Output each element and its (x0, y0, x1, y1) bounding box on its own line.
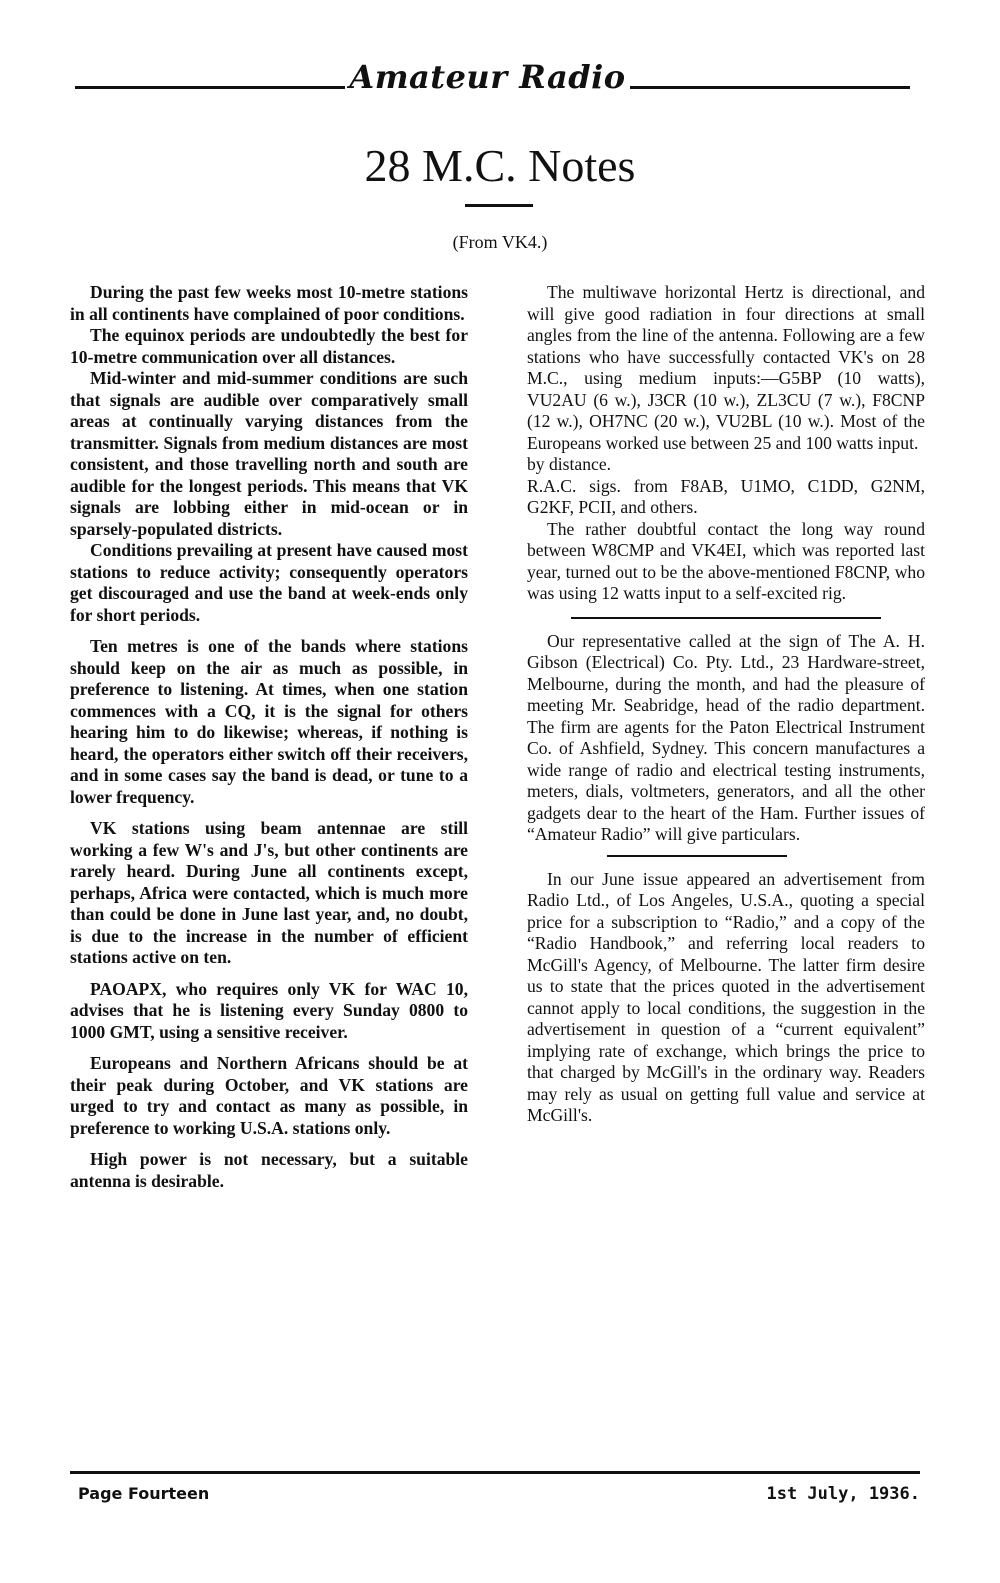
paragraph: In our June issue appeared an advertisement from Radio Ltd., of Los Angeles, U.S.A., quoting a special price for a subscription to “Radio,” and a copy of the “Radio Handbook,” and referring local readers to McGill's Agency, of Melbourne. The latter firm desire us to state that the prices quoted in the advertisement cannot apply to local conditions, the suggestion in the advertisement in question of a “current equivalent” implying rate of exchange, which brings the price to that charged by McGill's in the ordinary way. Readers may rely as usual on getting full value and service at McGill's. (527, 868, 925, 1125)
paragraph: Mid-winter and mid-summer conditions are such that signals are audible over comparatively small areas at continually varying distances from the transmitter. Signals from medium distances are most consistent, and those travelling north and south are audible for the longest periods. This means that VK signals are lobbing either in mid-ocean or in sparsely-populated districts. (70, 368, 468, 539)
paragraph: The rather doubtful contact the long way round between W8CMP and VK4EI, which was reported last year, turned out to be the above-mentioned F8CNP, who was using 12 watts input to a self-excited rig. (527, 518, 925, 603)
page-number: Page Fourteen (78, 1484, 210, 1503)
footer-rule (70, 1471, 920, 1474)
paragraph: Ten metres is one of the bands where stations should keep on the air as much as possible, in preference to listening. At times, when one station commences with a CQ, it is the signal for others hearing him to do likewise; whereas, if nothing is heard, the operators either switch off their receivers, and in some cases say the band is dead, or tune to a lower frequency. (70, 636, 468, 807)
masthead-rule-left (75, 86, 345, 89)
paragraph: The equinox periods are undoubtedly the best for 10-metre communication over all distances. (70, 325, 468, 367)
paragraph: The multiwave horizontal Hertz is directional, and will give good radiation in four directions at small angles from the line of the antenna. Following are a few stations who have successfully contacted VK's on 28 M.C., using medium inputs:—G5BP (10 watts), VU2AU (6 w.), J3CR (10 w.), ZL3CU (7 w.), F8CNP (12 w.), OH7NC (20 w.), VU2BL (10 w.). Most of the Europeans worked use between 25 and 100 watts input. (527, 282, 925, 453)
right-column (527, 282, 925, 1127)
masthead-title: Amateur Radio (349, 58, 626, 96)
left-column (70, 282, 468, 1192)
paragraph: High power is not necessary, but a suitable antenna is desirable. (70, 1149, 468, 1191)
title-divider (465, 204, 533, 207)
paragraph: R.A.C. sigs. from F8AB, U1MO, C1DD, G2NM, G2KF, PCII, and others. (527, 475, 925, 517)
section-divider (571, 617, 881, 619)
paragraph: VK stations using beam antennae are still working a few W's and J's, but other continents are rarely heard. During June all continents except, perhaps, Africa were contacted, which is much more than could be done in June last year, and, no doubt, is due to the increase in the number of efficient stations active on ten. (70, 818, 468, 967)
article-source: (From VK4.) (452, 232, 548, 252)
paragraph: Our representative called at the sign of The A. H. Gibson (Electrical) Co. Pty. Ltd., 23 Hardware-street, Melbourne, during the month, and had the pleasure of meeting Mr. Seabridge, head of the radio department. The firm are agents for the Paton Electrical Instrument Co. of Ashfield, Sydney. This concern manufactures a wide range of radio and electrical testing instruments, meters, dials, voltmeters, generators, and all the other gadgets dear to the heart of the Ham. Further issues of “Amateur Radio” will give particulars. (527, 630, 925, 844)
paragraph: Europeans and Northern Africans should be at their peak during October, and VK stations are urged to try and contact as many as possible, in preference to working U.S.A. stations only. (70, 1053, 468, 1138)
article-title: 28 M.C. Notes (364, 140, 636, 191)
paragraph: by distance. (527, 454, 612, 474)
paragraph: During the past few weeks most 10-metre stations in all continents have complained of poor conditions. (70, 282, 468, 324)
section-divider (607, 855, 787, 857)
masthead-rule-right (630, 86, 910, 89)
masthead (75, 58, 910, 108)
paragraph: Conditions prevailing at present have caused most stations to reduce activity; consequently operators get discouraged and use the band at week-ends only for short periods. (70, 540, 468, 625)
issue-date: 1st July, 1936. (766, 1484, 920, 1504)
paragraph: PAOAPX, who requires only VK for WAC 10, advises that he is listening every Sunday 0800 to 1000 GMT, using a sensitive receiver. (70, 978, 468, 1042)
